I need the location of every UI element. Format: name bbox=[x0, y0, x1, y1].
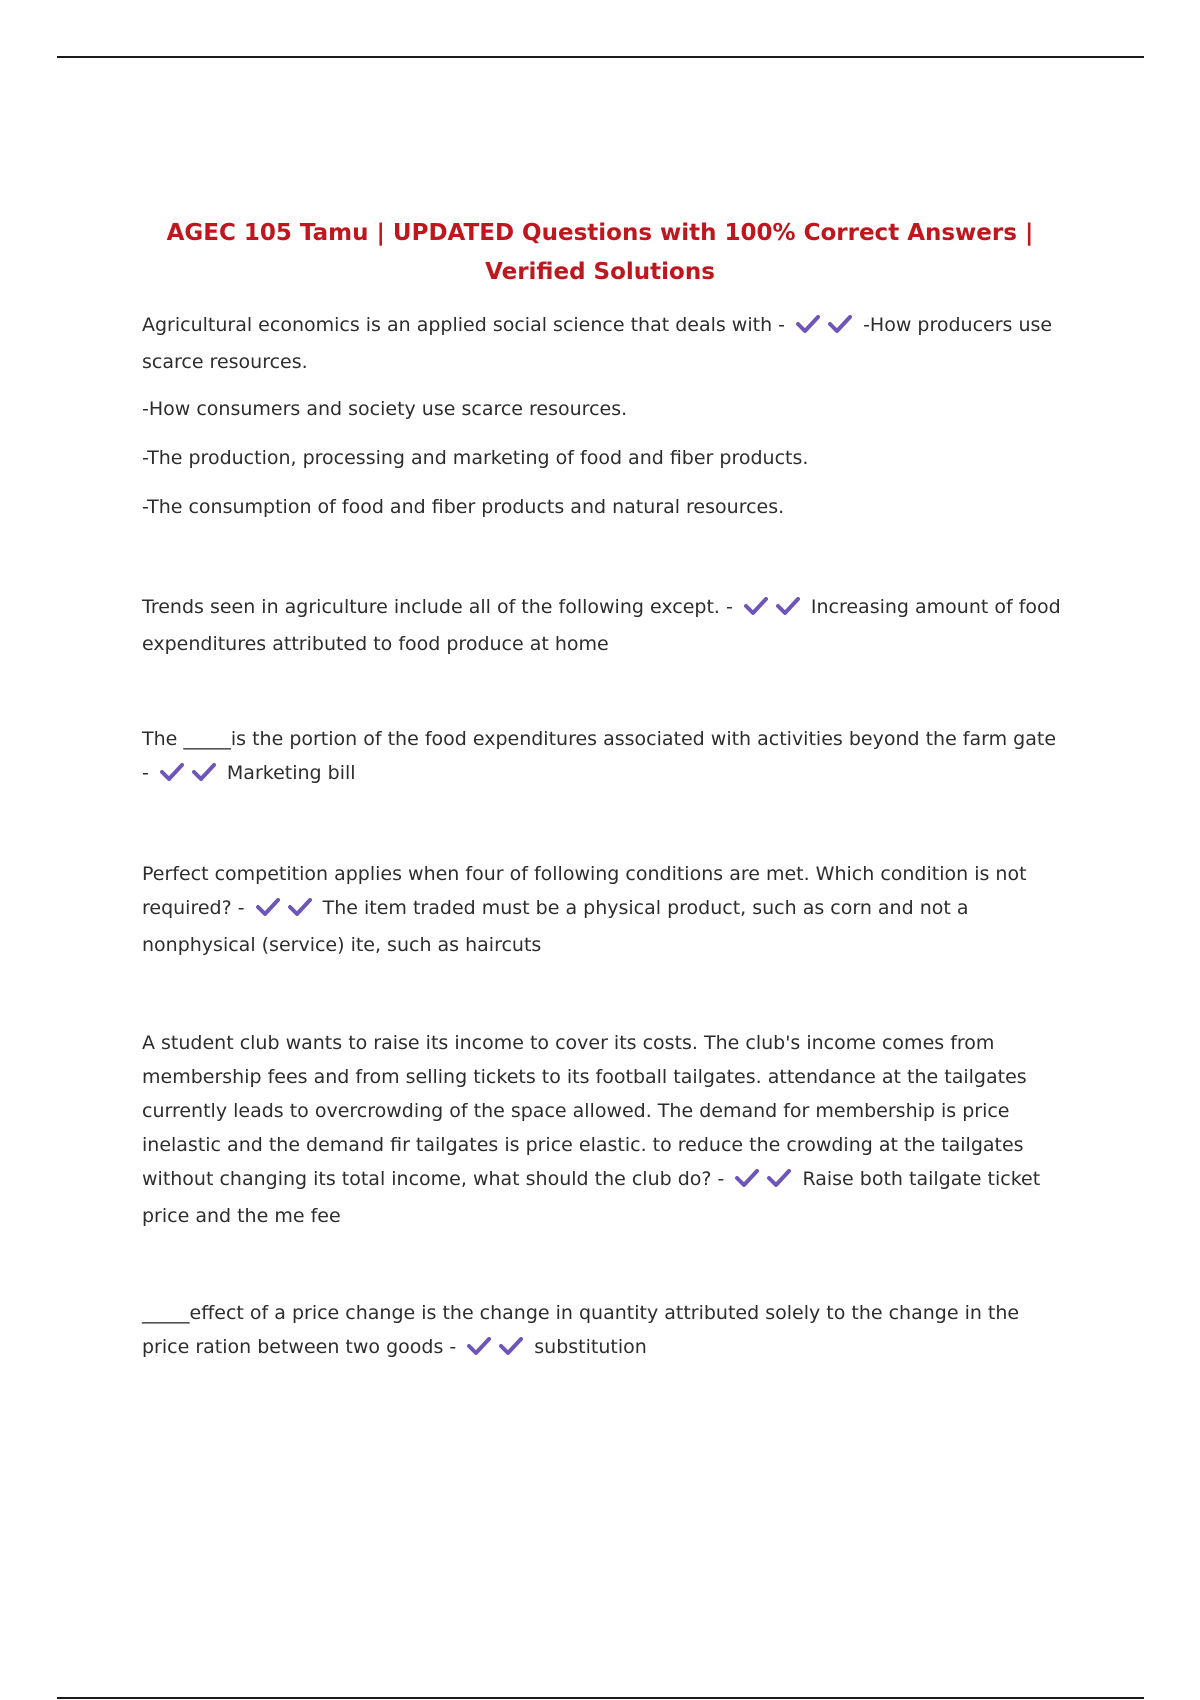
checkmark-icon bbox=[734, 1168, 760, 1188]
double-checkmark-icon bbox=[734, 1165, 798, 1199]
qa-item-4 bbox=[142, 857, 1062, 962]
answer-text: Increasing amount of food expenditures attributed to food produce at home bbox=[142, 596, 1061, 655]
answer-text: The item traded must be a physical product, such as corn and not a nonphysical (service) ite, such as haircuts bbox=[142, 897, 969, 956]
double-checkmark-icon bbox=[159, 759, 223, 793]
answer-text: Raise both tailgate ticket price and the me fee bbox=[142, 1168, 1041, 1227]
qa-item-5 bbox=[142, 1026, 1062, 1233]
question-text: Agricultural economics is an applied social science that deals with - bbox=[142, 314, 786, 336]
answer-text: -How producers use scarce resources. bbox=[142, 314, 1053, 373]
answer-line: -The production, processing and marketing of food and fiber products. bbox=[142, 447, 809, 469]
checkmark-icon bbox=[743, 596, 769, 616]
qa-item-3 bbox=[142, 722, 1062, 793]
checkmark-icon bbox=[191, 762, 217, 782]
answer-line: -The consumption of food and fiber products and natural resources. bbox=[142, 496, 785, 518]
checkmark-icon bbox=[159, 762, 185, 782]
checkmark-icon bbox=[498, 1336, 524, 1356]
question-text: The _____is the portion of the food expenditures associated with activities beyond the farm gate - bbox=[142, 728, 1057, 784]
double-checkmark-icon bbox=[466, 1333, 530, 1367]
qa-item-1 bbox=[142, 308, 1062, 379]
answer-text: substitution bbox=[534, 1336, 647, 1358]
question-text: _____effect of a price change is the change in quantity attributed solely to the change in the price ration between two goods - bbox=[142, 1302, 1020, 1358]
answer-text: Marketing bill bbox=[226, 762, 356, 784]
qa-item-6 bbox=[142, 1296, 1062, 1367]
checkmark-icon bbox=[766, 1168, 792, 1188]
checkmark-icon bbox=[466, 1336, 492, 1356]
document-title: AGEC 105 Tamu | UPDATED Questions with 100% Correct Answers | Verified Solutions bbox=[166, 220, 1034, 285]
question-text: Perfect competition applies when four of following conditions are met. Which condition is not required? - bbox=[142, 863, 1027, 919]
double-checkmark-icon bbox=[743, 593, 807, 627]
checkmark-icon bbox=[775, 596, 801, 616]
checkmark-icon bbox=[287, 897, 313, 917]
question-text: Trends seen in agriculture include all of the following except. - bbox=[142, 596, 733, 618]
answer-line: -How consumers and society use scarce resources. bbox=[142, 398, 628, 420]
question-text: A student club wants to raise its income to cover its costs. The club's income comes from membership fees and from selling tickets to its football tailgates. attendance at the tailgates currently leads to overcrowding of the space allowed. The demand for membership is price inelastic and the demand fir tailgates is price elastic. to reduce the crowding at the tailgates without changing its total income, what should the club do? - bbox=[142, 1032, 1027, 1190]
checkmark-icon bbox=[827, 314, 853, 334]
bottom-rule bbox=[57, 1697, 1144, 1699]
qa-item-2 bbox=[142, 590, 1062, 661]
checkmark-icon bbox=[795, 314, 821, 334]
checkmark-icon bbox=[255, 897, 281, 917]
top-rule bbox=[57, 56, 1144, 58]
double-checkmark-icon bbox=[255, 894, 319, 928]
double-checkmark-icon bbox=[795, 311, 859, 345]
